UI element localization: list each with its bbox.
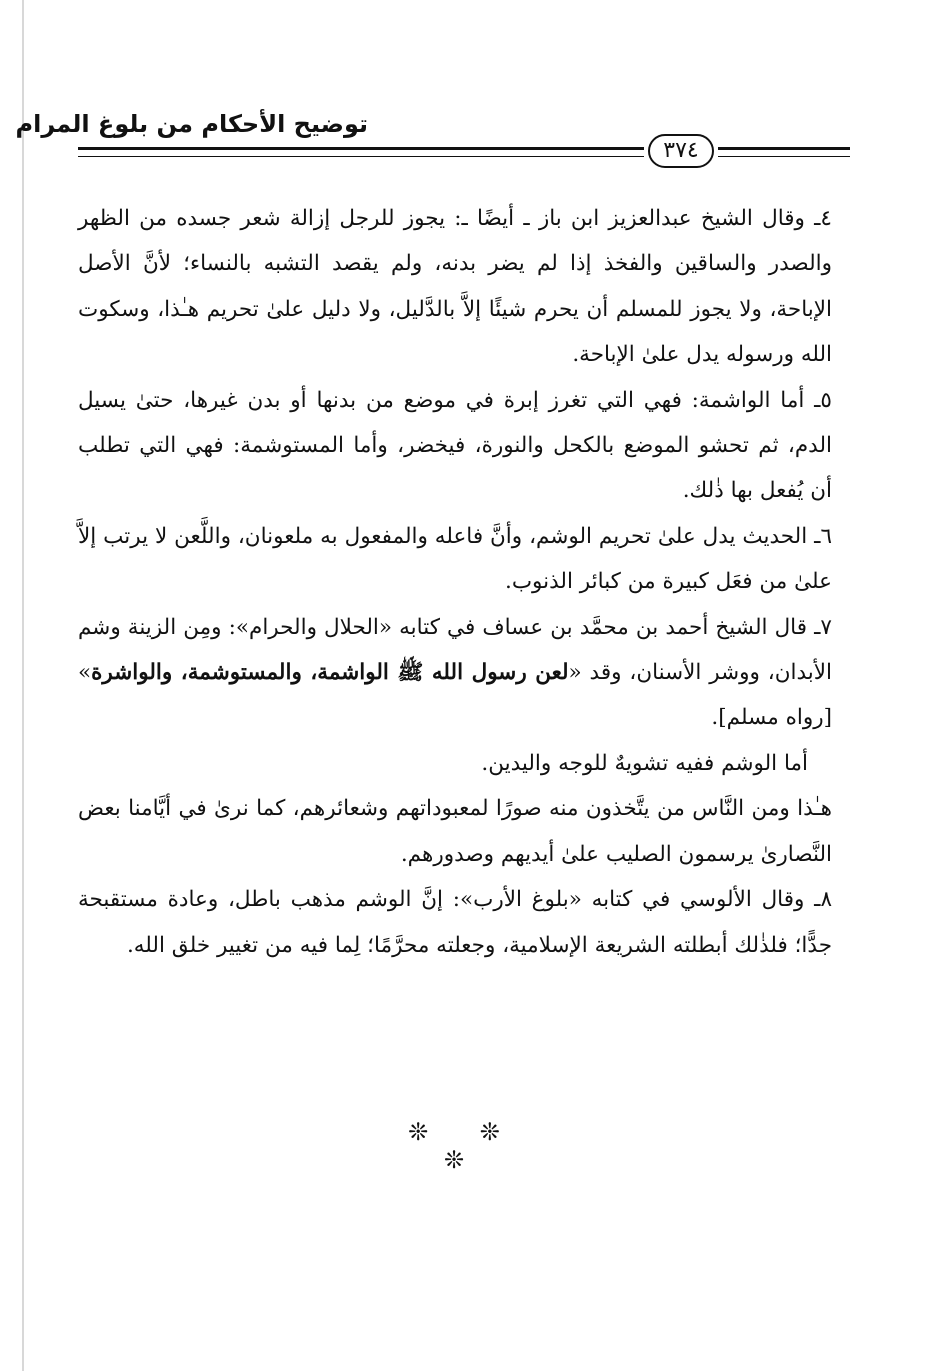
paragraph-text: هـٰذا ومن النَّاس من يتَّخذون منه صورًا لمعبوداتهم وشعائرهم، كما نرىٰ في أيَّامنا بعض النَّصارىٰ يرسمون الصليب علىٰ أيديهم وصدورهم. xyxy=(78,796,832,867)
item-number: ٧ـ xyxy=(814,614,832,640)
header-rule-right xyxy=(718,147,850,150)
scan-edge xyxy=(22,0,24,1371)
page-body xyxy=(78,196,832,968)
paragraph-text: أما الوشم ففيه تشويهٌ للوجه واليدين. xyxy=(481,750,808,776)
section-separator: ❊ ❊ ❊ xyxy=(408,1118,522,1174)
item-number: ٨ـ xyxy=(814,887,833,913)
paragraph xyxy=(78,741,832,786)
header-rule-left xyxy=(78,147,644,150)
list-item xyxy=(78,196,832,378)
item-text: قال الشيخ أحمد بن محمَّد بن عساف في كتابه «الحلال والحرام»: ومِن الزينة وشم الأبدان، ووشر الأسنان، وقد « xyxy=(78,614,832,686)
page-number: ٣٧٤ xyxy=(648,134,714,168)
item-text: وقال الألوسي في كتابه «بلوغ الأرب»: إنَّ الوشم مذهب باطل، وعادة مستقبحة جدًّا؛ فلذٰلك أبطلته الشريعة الإسلامية، وجعلته محرَّمًا؛ لِما فيه من تغيير خلق الله. xyxy=(78,887,832,958)
header-rule-right-thin xyxy=(718,156,850,157)
list-item xyxy=(78,514,832,605)
item-text: وقال الشيخ عبدالعزيز ابن باز ـ أيضًا ـ: يجوز للرجل إزالة شعر جسده من الظهر والصدر والساقين والفخذ إذا لم يضر بدنه، ولم يقصد التشبه بالنساء؛ لأنَّ الأصل الإباحة، ولا يجوز للمسلم أن يحرم شيئًا إلاَّ بالدَّليل، ولا دليل علىٰ تحريم هـٰذا، وسكوت الله ورسوله يدل علىٰ الإباحة. xyxy=(78,206,832,368)
item-text: أما الواشمة: فهي التي تغرز إبرة في موضع من بدنها أو بدن غيرها، حتىٰ يسيل الدم، ثم تحشو الموضع بالكحل والنورة، فيخضر، وأما المستوشمة: فهي التي تطلب أن يُفعل بها ذٰلك. xyxy=(78,387,832,504)
paragraph xyxy=(78,786,832,877)
item-number: ٤ـ xyxy=(814,206,832,231)
item-number: ٦ـ xyxy=(814,523,832,549)
list-item xyxy=(78,877,832,968)
header-rule-left-thin xyxy=(78,156,644,157)
item-text: الحديث يدل علىٰ تحريم الوشم، وأنَّ فاعله والمفعول به ملعونان، واللَّعن لا يرتب إلاَّ علىٰ من فعَل كبيرة من كبائر الذنوب. xyxy=(78,523,832,595)
item-number: ٥ـ xyxy=(814,387,832,413)
hadith-quote: لعن رسول الله ﷺ الواشمة، والمستوشمة، والواشرة xyxy=(91,660,569,686)
item-text-tail: » [رواه مسلم]. xyxy=(78,660,832,731)
list-item xyxy=(78,378,832,514)
running-header-title: توضيح الأحكام من بلوغ المرام xyxy=(15,110,368,138)
list-item xyxy=(78,605,832,741)
